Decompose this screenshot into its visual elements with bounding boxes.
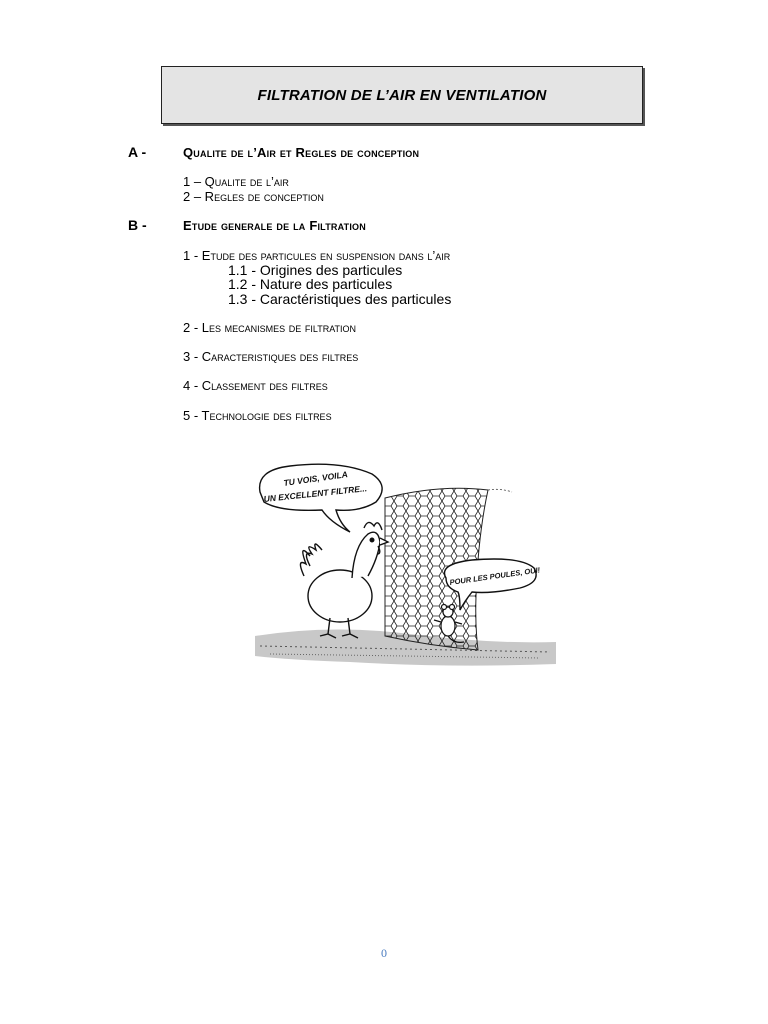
section-a-item-2: 2 – Regles de conception	[183, 189, 324, 204]
section-b-subitem-2: 1.2 - Nature des particules	[228, 276, 393, 292]
bubble-right-text: POUR LES POULES, OUI!	[449, 565, 541, 587]
page-number: 0	[381, 946, 387, 960]
section-b-item-3: 3 - Caracteristiques des filtres	[183, 349, 359, 364]
section-a-letter: A -	[128, 144, 147, 160]
section-b-item-5: 5 - Technologie des filtres	[183, 408, 332, 423]
bubble-left-line-1: TU VOIS, VOILA	[282, 469, 349, 488]
document-title-box	[161, 66, 643, 124]
document-title: FILTRATION DE L’AIR EN VENTILATION	[257, 86, 547, 104]
section-a-heading: Qualite de l’Air et Regles de conception	[183, 145, 420, 160]
section-b-item-4: 4 - Classement des filtres	[183, 378, 328, 393]
bubble-left-line-2: UN EXCELLENT FILTRE...	[263, 483, 368, 504]
section-a-item-1: 1 – Qualite de l’air	[183, 174, 289, 189]
speech-bubble-left	[260, 464, 383, 532]
section-b-item-1: 1 - Etude des particules en suspension dans l’air	[183, 248, 451, 263]
chicken	[300, 522, 388, 638]
section-b-subitem-1: 1.1 - Origines des particules	[228, 262, 403, 278]
section-b-item-2: 2 - Les mecanismes de filtration	[183, 320, 357, 335]
chicken-filter-cartoon	[250, 446, 560, 670]
section-b-heading: Etude generale de la Filtration	[183, 218, 366, 233]
section-b-subitem-3: 1.3 - Caractéristiques des particules	[228, 291, 452, 307]
section-b-letter: B -	[128, 217, 147, 233]
